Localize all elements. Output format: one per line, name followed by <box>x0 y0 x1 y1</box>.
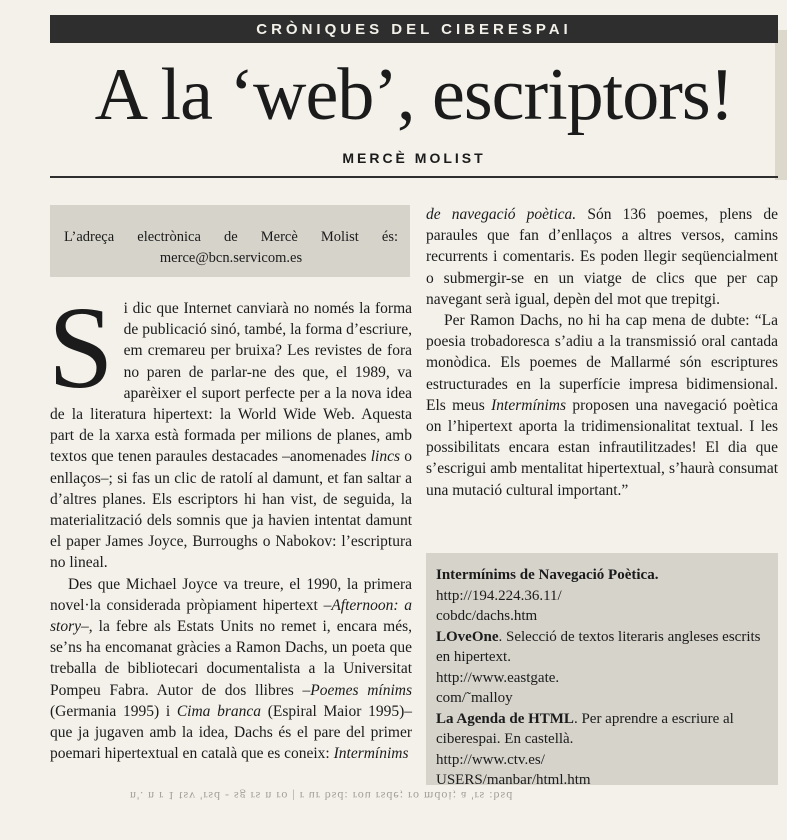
article-column-left <box>48 282 413 764</box>
link-url: http://www.ctv.es/ <box>436 751 545 768</box>
link-url: http://194.224.36.11/ <box>436 587 562 604</box>
link-url: cobdc/dachs.htm <box>436 608 538 624</box>
link-item-interminims <box>436 565 768 627</box>
section-banner: CRÒNIQUES DEL CIBERESPAI <box>50 15 778 43</box>
article-column-right <box>426 204 778 501</box>
paragraph-3: de navegació poètica. Són 136 poemes, plens de paraules que fan d’enllaços a altres versos, camins recurrents i comentaris. Es poden llegir seqüencialment o submergir-se en un viatge de clics que per cap navegant serà igual, depèn del mot que trepitgi. <box>426 206 778 308</box>
link-description: . Per aprendre a escriure al ciberespai. En castellà. <box>436 710 734 747</box>
link-item-agenda-html <box>436 709 768 791</box>
link-title: Intermínims de Navegació Poètica. <box>436 567 659 583</box>
author-email-box <box>50 205 410 277</box>
paragraph-4: Per Ramon Dachs, no hi ha cap mena de dubte: “La poesia trobadoresca s’adiu a la transmissió oral cantada monòdica. Els poemes de Mallarmé són escriptures estructurades en la superfície impresa bidimensional. Els meus Intermínims proposen una navegació poètica on l’hipertext aporta la tridimensionalitat textual. I les possibilitats encara estan infrautilitzades! El dia que s’escrigui amb mentalitat hipertextual, s’haurà consumat una mutació cultural important.” <box>426 312 779 499</box>
bleed-through-text: n'. n r 1 tsv 'rsd - sg rs n ro | r ur bsd: rou rsde; ro mdoi; a 'rs :bsd <box>130 789 514 803</box>
link-url: http://www.eastgate. <box>436 669 560 686</box>
paragraph-2: Des que Michael Joyce va treure, el 1990, la primera novel·la considerada pròpiament hipertext –Afternoon: a story–, la febre als Estats Units no remet i, encara més, se’ns ha encomanat gràcies a Ramon Dachs, un poeta que treballa de bibliotecari documentalista a la Universitat Pompeu Fabra. Autor de dos llibres –Poemes mínims (Germania 1995) i Cima branca (Espiral Maior 1995)– que ja jugaven amb la idea, Dachs és el pare del primer poemari hipertextual en català que es coneix: Intermínims <box>50 575 413 763</box>
author-email: merce@bcn.servicom.es <box>159 250 303 266</box>
email-intro: L’adreça electrònica de Mercè Molist és: <box>64 229 398 245</box>
header-rule <box>50 176 778 178</box>
paragraph-1: Si dic que Internet canviarà no només la forma de publicació sinó, també, la forma d’escriure, em cremareu per bruixa? Les revistes de fora no paren de parlar-ne des que, el 1989, va aparèixer el suport perfecte per a la nova idea de la literatura hipertext: la World Wide Web. Aquesta part de la xarxa està formada per milions de planes, amb textos que tenen paraules destacades –anomenades lincs o enllaços–; si fas un clic de ratolí al damunt, et fan saltar a d’altres planes. Els escriptors hi han vist, de seguida, la materialització dels somnis que ja havien intentat damunt el paper James Joyce, Burroughs o Nabokov: l’escriptura no lineal. <box>48 282 413 572</box>
link-title: La Agenda de HTML <box>436 710 574 727</box>
link-description: . Selecció de textos literaris angleses escrits en hipertext. <box>436 628 761 665</box>
byline: MERCÈ MOLIST <box>342 150 486 166</box>
link-url: com/˜malloy <box>436 690 513 706</box>
headline: A la ‘web’, escriptors! <box>94 54 734 136</box>
link-item-loveone <box>436 627 768 709</box>
drop-cap: S <box>48 282 114 413</box>
link-title: LOveOne <box>436 628 499 645</box>
links-box <box>426 553 778 788</box>
link-url: USERS/manbar/html.htm <box>436 772 591 788</box>
